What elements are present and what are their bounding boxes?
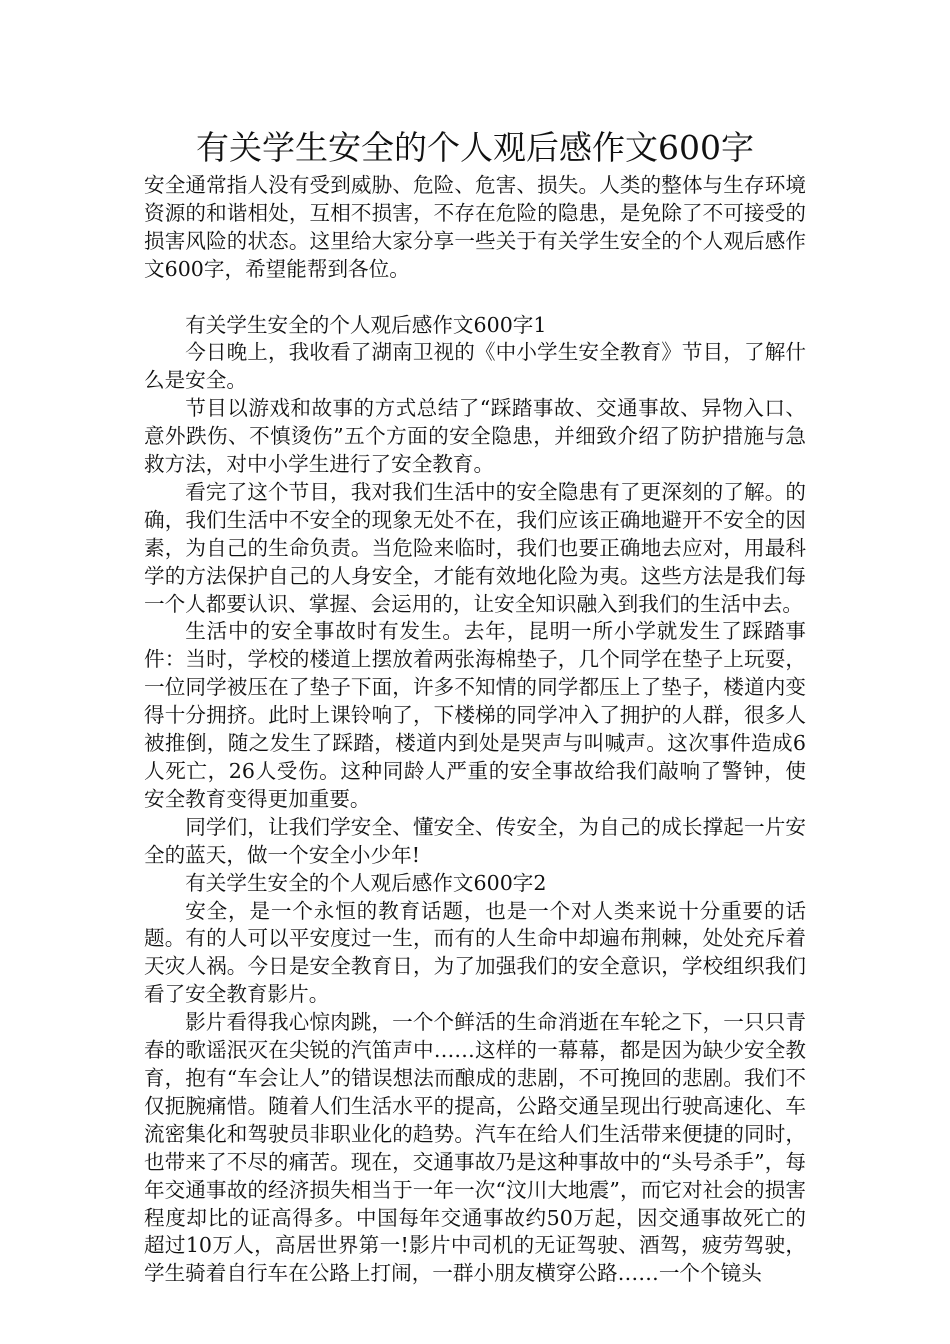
- body-paragraph: 今日晚上，我收看了湖南卫视的《中小学生安全教育》节目，了解什么是安全。: [144, 340, 806, 393]
- document-title: 有关学生安全的个人观后感作文600字: [196, 128, 754, 167]
- body-paragraph: 看完了这个节目，我对我们生活中的安全隐患有了更深刻的了解。的确，我们生活中不安全的现象无处不在，我们应该正确地避开不安全的因素，为自己的生命负责。当危险来临时，我们也要正确地去应对，用最科学的方法保护自己的人身安全，才能有效地化险为夷。这些方法是我们每一个人都要认识、掌握、会运用的，让安全知识融入到我们的生活中去。: [144, 479, 806, 616]
- body-paragraph: 安全，是一个永恒的教育话题，也是一个对人类来说十分重要的话题。有的人可以平安度过一生，而有的人生命中却遍布荆棘，处处充斥着天灾人祸。今日是安全教育日，为了加强我们的安全意识，学校组织我们看了安全教育影片。: [144, 898, 806, 1007]
- body-paragraph: 生活中的安全事故时有发生。去年，昆明一所小学就发生了踩踏事件：当时，学校的楼道上摆放着两张海棉垫子，几个同学在垫子上玩耍，一位同学被压在了垫子下面，许多不知情的同学都压上了垫子，楼道内变得十分拥挤。此时上课铃响了，下楼梯的同学冲入了拥护的人群，很多人被推倒，随之发生了踩踏，楼道内到处是哭声与叫喊声。这次事件造成6人死亡，26人受伤。这种同龄人严重的安全事故给我们敲响了警钟，使安全教育变得更加重要。: [144, 619, 806, 811]
- section-heading: 有关学生安全的个人观后感作文600字2: [185, 870, 547, 895]
- body-paragraph: 安全通常指人没有受到威胁、危险、危害、损失。人类的整体与生存环境资源的和谐相处，互相不损害，不存在危险的隐患，是免除了不可接受的损害风险的状态。这里给大家分享一些关于有关学生安全的个人观后感作文600字，希望能帮到各位。: [144, 173, 806, 281]
- document-body: [144, 172, 806, 1288]
- section-heading: 有关学生安全的个人观后感作文600字1: [185, 312, 547, 337]
- body-paragraph: 影片看得我心惊肉跳，一个个鲜活的生命消逝在车轮之下，一只只青春的歌谣泯灭在尖锐的汽笛声中……这样的一幕幕，都是因为缺少安全教育，抱有“车会让人”的错误想法而酿成的悲剧，不可挽回的悲剧。我们不仅扼腕痛惜。随着人们生活水平的提高，公路交通呈现出行驶高速化、车流密集化和驾驶员非职业化的趋势。汽车在给人们生活带来便捷的同时，也带来了不尽的痛苦。现在，交通事故乃是这种事故中的“头号杀手”，每年交通事故的经济损失相当于一年一次“汶川大地震”，而它对社会的损害程度却比的证高得多。中国每年交通事故约50万起，因交通事故死亡的超过10万人，高居世界第一!影片中司机的无证驾驶、酒驾，疲劳驾驶，学生骑着自行车在公路上打闹，一群小朋友横穿公路……一个个镜头: [144, 1010, 806, 1286]
- body-paragraph: 同学们，让我们学安全、懂安全、传安全，为自己的成长撑起一片安全的蓝天，做一个安全小少年!: [144, 814, 806, 867]
- blank-line: [144, 284, 806, 312]
- body-paragraph: 节目以游戏和故事的方式总结了“踩踏事故、交通事故、异物入口、意外跌伤、不慎烫伤”五个方面的安全隐患，并细致介绍了防护措施与急救方法，对中小学生进行了安全教育。: [144, 396, 806, 477]
